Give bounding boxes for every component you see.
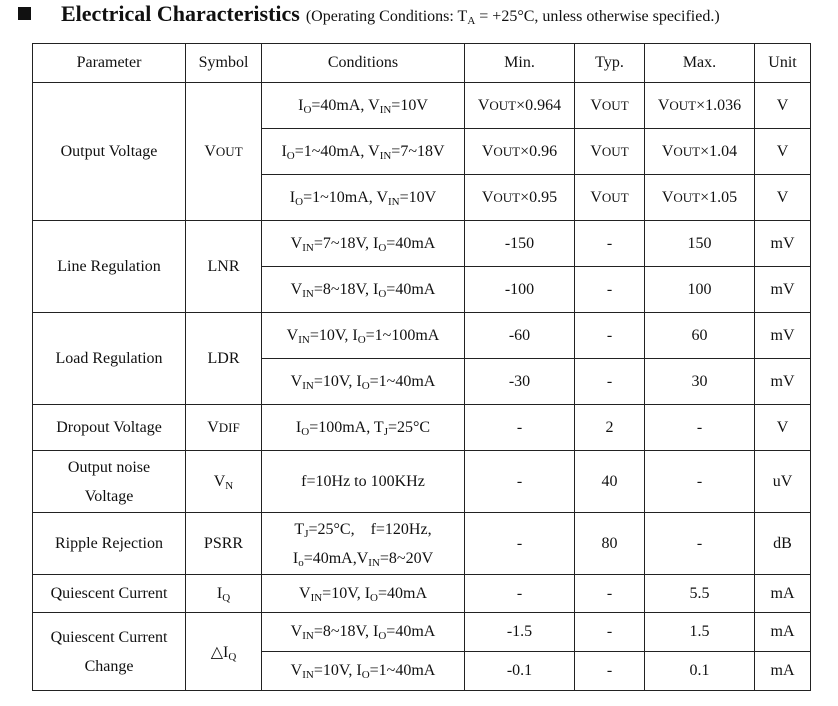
typ-cell: - (575, 613, 645, 652)
max-cell: 1.5 (645, 613, 755, 652)
min-cell: -150 (465, 221, 575, 267)
min-cell: - (465, 405, 575, 451)
section-title: Electrical Characteristics (61, 1, 300, 26)
unit-cell: mV (755, 359, 811, 405)
conditions-cell: IO=100mA, TJ=25°C (262, 405, 465, 451)
min-cell: - (465, 513, 575, 575)
conditions-cell: VIN=8~18V, IO=40mA (262, 613, 465, 652)
conditions-cell: IO=1~10mA, VIN=10V (262, 175, 465, 221)
max-cell: 5.5 (645, 575, 755, 613)
conditions-cell: IO=40mA, VIN=10V (262, 83, 465, 129)
typ-cell: VOUT (575, 129, 645, 175)
max-cell: - (645, 451, 755, 513)
table-row (33, 513, 811, 575)
unit-cell: uV (755, 451, 811, 513)
symbol-cell: $I_Q$ (186, 575, 262, 613)
square-bullet-icon (18, 7, 31, 20)
header-parameter: Parameter (33, 44, 186, 83)
max-cell: VOUT×1.04 (645, 129, 755, 175)
conditions-cell: VIN=7~18V, IO=40mA (262, 221, 465, 267)
min-cell: -100 (465, 267, 575, 313)
parameter-cell: Dropout Voltage (33, 405, 186, 451)
typ-cell: 40 (575, 451, 645, 513)
header-symbol: Symbol (186, 44, 262, 83)
unit-cell: V (755, 175, 811, 221)
min-cell: VOUT×0.95 (465, 175, 575, 221)
typ-cell: - (575, 313, 645, 359)
symbol-cell: LDR (186, 313, 262, 405)
symbol-cell: VDIF (186, 405, 262, 451)
max-cell: 60 (645, 313, 755, 359)
max-cell: VOUT×1.036 (645, 83, 755, 129)
header-conditions: Conditions (262, 44, 465, 83)
unit-cell: V (755, 129, 811, 175)
min-cell: - (465, 575, 575, 613)
conditions-cell: TJ=25°C, f=120Hz, Io=40mA,VIN=8~20V (262, 513, 465, 575)
typ-cell: 2 (575, 405, 645, 451)
max-cell: 0.1 (645, 652, 755, 691)
max-cell: 30 (645, 359, 755, 405)
conditions-cell: VIN=10V, IO=1~40mA (262, 652, 465, 691)
header-min: Min. (465, 44, 575, 83)
parameter-cell: Output noise Voltage (33, 451, 186, 513)
max-cell: 150 (645, 221, 755, 267)
table-row (33, 613, 811, 652)
symbol-cell: $V_N$ (186, 451, 262, 513)
unit-cell: mV (755, 313, 811, 359)
conditions-cell: VIN=10V, IO=40mA (262, 575, 465, 613)
conditions-cell: f=10Hz to 100KHz (262, 451, 465, 513)
min-cell: VOUT×0.96 (465, 129, 575, 175)
section-heading (18, 1, 720, 31)
symbol-cell: VOUT (186, 83, 262, 221)
unit-cell: V (755, 405, 811, 451)
typ-cell: - (575, 267, 645, 313)
min-cell: -30 (465, 359, 575, 405)
min-cell: -1.5 (465, 613, 575, 652)
unit-cell: mA (755, 652, 811, 691)
min-cell: - (465, 451, 575, 513)
max-cell: VOUT×1.05 (645, 175, 755, 221)
table-row (33, 83, 811, 129)
typ-cell: VOUT (575, 175, 645, 221)
conditions-cell: VIN=10V, IO=1~100mA (262, 313, 465, 359)
operating-conditions: (Operating Conditions: $T_A = +25^\circ C$, unless otherwise specified.) (305, 8, 720, 27)
header-max: Max. (645, 44, 755, 83)
typ-cell: - (575, 359, 645, 405)
max-cell: - (645, 405, 755, 451)
typ-cell: VOUT (575, 83, 645, 129)
header-row (33, 44, 811, 83)
typ-cell: 80 (575, 513, 645, 575)
typ-cell: - (575, 652, 645, 691)
conditions-cell: IO=1~40mA, VIN=7~18V (262, 129, 465, 175)
parameter-cell: Line Regulation (33, 221, 186, 313)
typ-cell: - (575, 575, 645, 613)
max-cell: 100 (645, 267, 755, 313)
unit-cell: mA (755, 613, 811, 652)
unit-cell: mV (755, 221, 811, 267)
min-cell: VOUT×0.964 (465, 83, 575, 129)
header-unit: Unit (755, 44, 811, 83)
parameter-cell: Quiescent Current (33, 575, 186, 613)
parameter-cell: Quiescent Current Change (33, 613, 186, 691)
unit-cell: V (755, 83, 811, 129)
unit-cell: mA (755, 575, 811, 613)
conditions-cell: VIN=8~18V, IO=40mA (262, 267, 465, 313)
electrical-characteristics-table (32, 43, 811, 691)
typ-cell: - (575, 221, 645, 267)
table-row (33, 221, 811, 267)
table-row (33, 313, 811, 359)
min-cell: -0.1 (465, 652, 575, 691)
min-cell: -60 (465, 313, 575, 359)
table-row (33, 405, 811, 451)
max-cell: - (645, 513, 755, 575)
symbol-cell: $\triangle I_Q$ (186, 613, 262, 691)
parameter-cell: Output Voltage (33, 83, 186, 221)
parameter-cell: Load Regulation (33, 313, 186, 405)
symbol-cell: PSRR (186, 513, 262, 575)
table-row (33, 575, 811, 613)
unit-cell: dB (755, 513, 811, 575)
parameter-cell: Ripple Rejection (33, 513, 186, 575)
symbol-cell: LNR (186, 221, 262, 313)
unit-cell: mV (755, 267, 811, 313)
header-typ: Typ. (575, 44, 645, 83)
conditions-cell: VIN=10V, IO=1~40mA (262, 359, 465, 405)
table-row (33, 451, 811, 513)
